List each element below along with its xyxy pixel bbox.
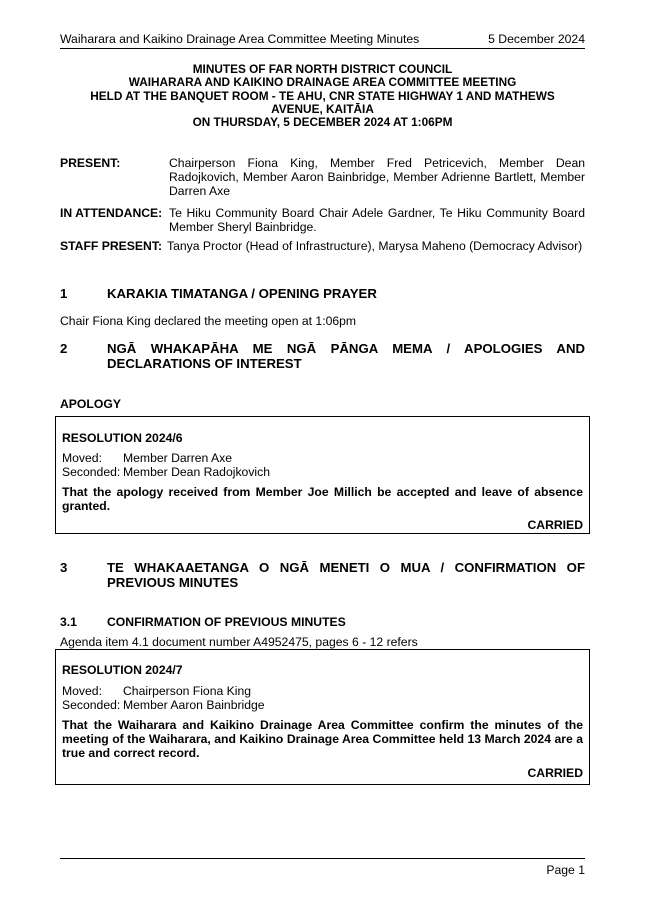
section-title: NGĀ WHAKAPĀHA ME NGĀ PĀNGA MEMA / APOLOGIES AND DECLARATIONS OF INTEREST [107,341,585,371]
attendance-label: IN ATTENDANCE: [60,206,163,220]
resolution-title: RESOLUTION 2024/7 [62,663,183,677]
seconded-value: Member Aaron Bainbridge [123,698,265,712]
present-text: Chairperson Fiona King, Member Fred Petricevich, Member Dean Radojkovich, Member Aaron Bainbridge, Member Adrienne Bartlett, Member Darren Axe [169,156,585,198]
seconded-label: Seconded: [62,465,121,479]
section-3-1-heading [60,615,346,629]
section-3-1-body: Agenda item 4.1 document number A4952475, pages 6 - 12 refers [60,635,418,649]
section-title: CONFIRMATION OF PREVIOUS MINUTES [107,615,346,629]
resolution-title: RESOLUTION 2024/6 [62,431,183,445]
present-row [60,156,585,198]
page-number: Page 1 [546,863,585,877]
header-date: 5 December 2024 [488,32,585,46]
seconded-line [62,698,265,712]
moved-value: Chairperson Fiona King [123,684,252,698]
resolution-text: That the Waiharara and Kaikino Drainage Area Committee confirm the minutes of the meeting of the Waiharara, and Kaikino Drainage Area Committee held 13 March 2024 are a true and correct record. [62,718,583,760]
carried-status: CARRIED [527,766,583,780]
attendance-text: Te Hiku Community Board Chair Adele Gardner, Te Hiku Community Board Member Sheryl Bainbridge. [169,206,585,234]
moved-line [62,684,251,698]
seconded-line [62,465,270,479]
title-line: AVENUE, KAITĀIA [271,101,374,116]
staff-text: Tanya Proctor (Head of Infrastructure), Marysa Maheno (Democracy Advisor) [167,239,583,253]
resolution-text: That the apology received from Member Joe Millich be accepted and leave of absence granted. [62,485,583,513]
carried-status: CARRIED [527,518,583,532]
moved-label: Moved: [62,451,102,465]
resolution-box [55,649,590,785]
present-label: PRESENT: [60,156,121,170]
moved-line [62,451,232,465]
attendance-row [60,206,585,234]
resolution-box [55,416,590,534]
page-header [60,32,585,49]
title-line: WAIHARARA AND KAIKINO DRAINAGE AREA COMMITTEE MEETING [128,75,517,90]
footer-divider [60,858,585,859]
moved-value: Member Darren Axe [123,451,233,465]
section-3-heading [60,560,585,590]
section-title: KARAKIA TIMATANGA / OPENING PRAYER [107,286,377,301]
section-number: 3.1 [60,615,77,629]
section-number: 3 [60,560,68,575]
section-2-heading [60,341,585,371]
section-1-body: Chair Fiona King declared the meeting open at 1:06pm [60,314,357,328]
title-line: MINUTES OF FAR NORTH DISTRICT COUNCIL [192,62,453,76]
title-line: ON THURSDAY, 5 DECEMBER 2024 AT 1:06PM [192,115,453,130]
section-number: 2 [60,341,68,356]
seconded-label: Seconded: [62,698,121,712]
header-title: Waiharara and Kaikino Drainage Area Committee Meeting Minutes [60,32,420,46]
apology-subheading: APOLOGY [60,397,121,411]
section-title: TE WHAKAAETANGA O NGĀ MENETI O MUA / CONFIRMATION OF PREVIOUS MINUTES [107,560,585,590]
seconded-value: Member Dean Radojkovich [123,465,270,479]
minutes-title [60,63,585,129]
moved-label: Moved: [62,684,102,698]
section-number: 1 [60,286,68,301]
staff-row [60,239,585,253]
section-1-heading [60,286,585,301]
title-line: HELD AT THE BANQUET ROOM - TE AHU, CNR STATE HIGHWAY 1 AND MATHEWS [90,88,555,103]
staff-label: STAFF PRESENT: [60,239,163,253]
